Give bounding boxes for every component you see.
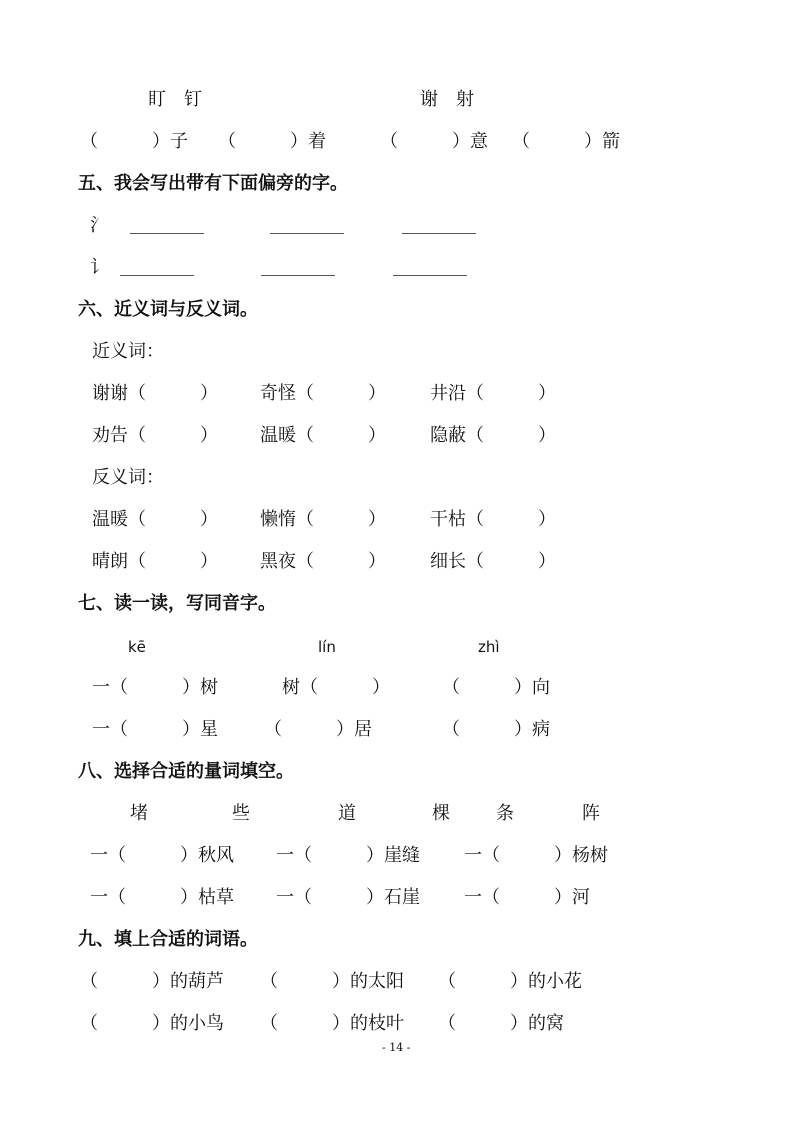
section-title-5: 五、我会写出带有下面偏旁的字。 xyxy=(78,173,348,194)
fill-blank: （ ）箭 xyxy=(512,131,620,152)
antonym-item: 黑夜（ ） xyxy=(260,551,386,572)
section-title-7: 七、读一读，写同音字。 xyxy=(78,593,276,614)
measure-word: 阵 xyxy=(582,803,600,824)
measure-blank: 一（ ）石崖 xyxy=(276,887,420,908)
synonym-item: 谢谢（ ） xyxy=(92,383,218,404)
homophone-blank: 一（ ）树 xyxy=(92,677,218,698)
measure-blank: 一（ ）河 xyxy=(464,887,590,908)
section-title-6: 六、近义词与反义词。 xyxy=(78,299,258,320)
phrase-blank: （ ）的小鸟 xyxy=(80,1013,224,1034)
fill-blank: （ ）意 xyxy=(380,131,488,152)
synonym-item: 奇怪（ ） xyxy=(260,383,386,404)
pinyin: zhì xyxy=(478,638,500,656)
radical-speech: 讠 xyxy=(90,257,108,278)
measure-blank: 一（ ）崖缝 xyxy=(276,845,420,866)
answer-line xyxy=(402,233,476,234)
antonym-item: 温暖（ ） xyxy=(92,509,218,530)
answer-line xyxy=(270,233,344,234)
measure-word: 条 xyxy=(496,803,514,824)
homophone-blank: （ ）居 xyxy=(264,719,372,740)
fill-blank: （ ）子 xyxy=(80,131,188,152)
homophone-blank: 一（ ）星 xyxy=(92,719,218,740)
measure-word: 棵 xyxy=(432,803,450,824)
homophone-blank: 树（ ） xyxy=(282,677,390,698)
radical-water: 氵 xyxy=(90,215,108,236)
phrase-blank: （ ）的窝 xyxy=(438,1013,564,1034)
antonym-item: 细长（ ） xyxy=(430,551,556,572)
phrase-blank: （ ）的枝叶 xyxy=(260,1013,404,1034)
measure-blank: 一（ ）秋风 xyxy=(90,845,234,866)
synonym-item: 劝告（ ） xyxy=(92,425,218,446)
antonym-item: 干枯（ ） xyxy=(430,509,556,530)
pinyin: lín xyxy=(318,638,336,656)
section-title-8: 八、选择合适的量词填空。 xyxy=(78,761,294,782)
homophone-blank: （ ）向 xyxy=(442,677,550,698)
section-title-9: 九、填上合适的词语。 xyxy=(78,929,258,950)
answer-line xyxy=(393,275,467,276)
word-pair-2: 谢 射 xyxy=(420,89,474,110)
measure-word: 堵 xyxy=(130,803,148,824)
antonym-item: 晴朗（ ） xyxy=(92,551,218,572)
measure-word: 些 xyxy=(232,803,250,824)
synonym-item: 隐蔽（ ） xyxy=(430,425,556,446)
answer-line xyxy=(130,233,204,234)
homophone-blank: （ ）病 xyxy=(442,719,550,740)
antonym-label: 反义词： xyxy=(92,467,164,488)
page-number: - 14 - xyxy=(382,1041,411,1054)
measure-word: 道 xyxy=(338,803,356,824)
phrase-blank: （ ）的太阳 xyxy=(260,971,404,992)
phrase-blank: （ ）的小花 xyxy=(438,971,582,992)
answer-line xyxy=(120,275,194,276)
measure-blank: 一（ ）杨树 xyxy=(464,845,608,866)
synonym-item: 温暖（ ） xyxy=(260,425,386,446)
measure-blank: 一（ ）枯草 xyxy=(90,887,234,908)
antonym-item: 懒惰（ ） xyxy=(260,509,386,530)
word-pair-1: 盯 钉 xyxy=(148,89,202,110)
phrase-blank: （ ）的葫芦 xyxy=(80,971,224,992)
synonym-item: 井沿（ ） xyxy=(430,383,556,404)
answer-line xyxy=(261,275,335,276)
synonym-label: 近义词： xyxy=(92,341,164,362)
fill-blank: （ ）着 xyxy=(218,131,326,152)
pinyin: kē xyxy=(128,638,146,656)
